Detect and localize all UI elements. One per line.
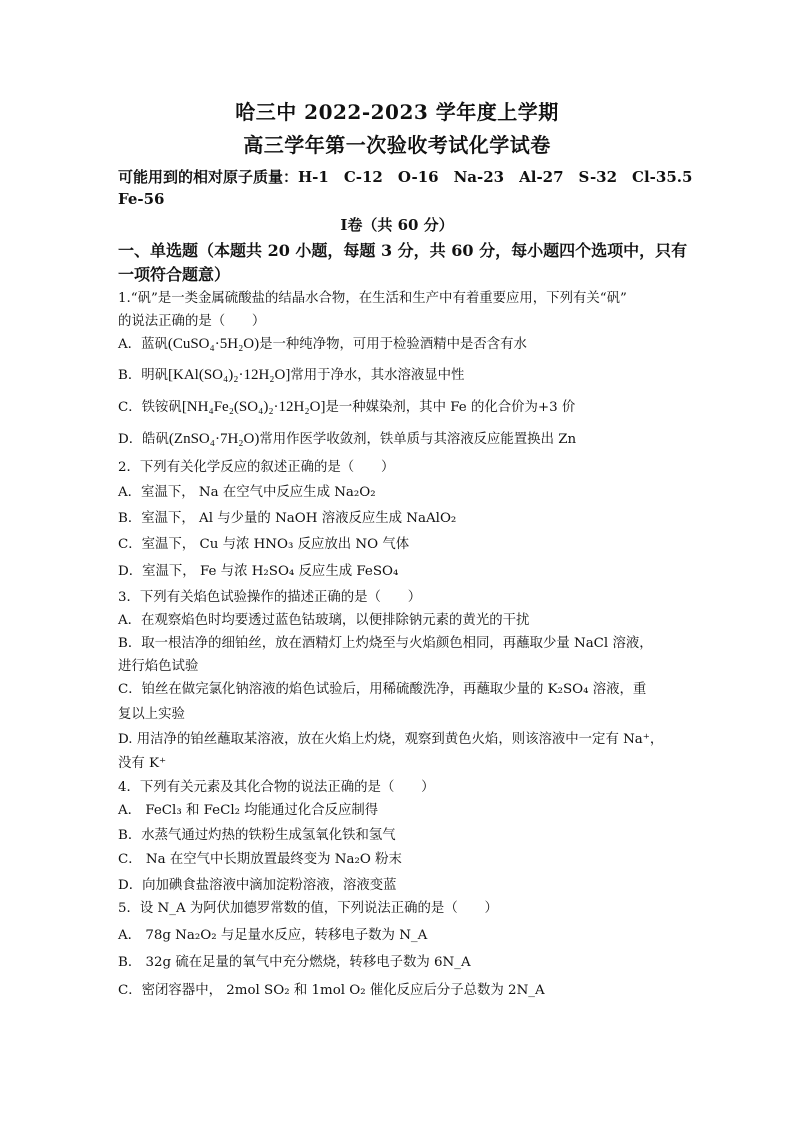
q3-option-c-line1: C．铂丝在做完氯化钠溶液的焰色试验后，用稀硫酸洗净，再蘸取少量的 K₂SO₄ 溶液，重 xyxy=(118,682,647,697)
option-text: 常用于净水，其水溶液显中性 xyxy=(290,368,465,383)
q3-option-a: A．在观察焰色时均要透过蓝色钴玻璃，以便排除钠元素的黄光的干扰 xyxy=(118,613,530,628)
q3-option-d-line1: D. 用洁净的铂丝蘸取某溶液，放在火焰上灼烧，观察到黄色火焰，则该溶液中一定有 Na⁺， xyxy=(118,732,664,747)
option-letter: A． xyxy=(118,337,142,352)
q5-option-a: A． 78g Na₂O₂ 与足量水反应，转移电子数为 N_A xyxy=(118,928,428,943)
option-text: 是一种纯净物，可用于检验酒精中是否含有水 xyxy=(259,337,527,352)
q3-option-d-line2: 没有 K⁺ xyxy=(118,756,167,771)
q2-option-c: C．室温下， Cu 与浓 HNO₃ 反应放出 NO 气体 xyxy=(118,537,410,552)
q3-stem: 3．下列有关焰色试验操作的描述正确的是（ ） xyxy=(118,590,422,605)
option-letter: C． xyxy=(118,400,142,415)
section-heading-line2: 一项符合题意） xyxy=(118,265,231,284)
chemical-formula: [KAl(SO₄)₂·12H₂O] xyxy=(168,367,291,383)
chemical-formula: (CuSO₄·5H₂O) xyxy=(167,336,260,352)
option-text: 常用作医学收敛剂，铁单质与其溶液反应能置换出 Zn xyxy=(259,432,577,447)
q1-stem-line2: 的说法正确的是（ ） xyxy=(118,314,266,329)
q2-option-d: D．室温下， Fe 与浓 H₂SO₄ 反应生成 FeSO₄ xyxy=(118,564,399,579)
option-text: 是一种媒染剂，其中 Fe 的化合价为+3 价 xyxy=(325,400,576,415)
atomic-mass-line2: Fe-56 xyxy=(118,190,165,208)
q4-option-b: B．水蒸气通过灼热的铁粉生成氢氧化铁和氢气 xyxy=(118,828,396,843)
q5-stem: 5．设 N_A 为阿伏加德罗常数的值，下列说法正确的是（ ） xyxy=(118,901,498,916)
q2-option-b: B．室温下， Al 与少量的 NaOH 溶液反应生成 NaAlO₂ xyxy=(118,511,457,526)
q4-option-c: C． Na 在空气中长期放置最终变为 Na₂O 粉末 xyxy=(118,852,402,867)
chemical-formula: [NH₄Fe₂(SO₄)₂·12H₂O] xyxy=(181,399,326,415)
q1-option-b xyxy=(118,364,464,384)
q1-stem-line1: 1.“矾”是一类金属硫酸盐的结晶水合物，在生活和生产中有着重要应用，下列有关“矾” xyxy=(118,291,627,306)
option-text: 明矾 xyxy=(141,368,169,383)
q3-option-b-line2: 进行焰色试验 xyxy=(118,659,199,674)
section-heading-line1: 一、单选题（本题共 20 小题，每题 3 分，共 60 分，每小题四个选项中，只有 xyxy=(118,241,688,260)
option-letter: D． xyxy=(118,432,143,447)
q5-option-c: C．密闭容器中， 2mol SO₂ 和 1mol O₂ 催化反应后分子总数为 2N_A xyxy=(118,983,545,998)
q2-stem: 2．下列有关化学反应的叙述正确的是（ ） xyxy=(118,460,395,475)
q4-option-d: D．向加碘食盐溶液中滴加淀粉溶液，溶液变蓝 xyxy=(118,878,397,893)
q3-option-c-line2: 复以上实验 xyxy=(118,707,185,722)
q3-option-b-line1: B．取一根洁净的细铂丝，放在酒精灯上灼烧至与火焰颜色相同，再蘸取少量 NaCl 溶液， xyxy=(118,636,653,651)
q5-option-b: B． 32g 硫在足量的氧气中充分燃烧，转移电子数为 6N_A xyxy=(118,955,471,970)
option-letter: B． xyxy=(118,368,142,383)
option-text: 皓矾 xyxy=(142,432,169,447)
atomic-mass-line1: 可能用到的相对原子质量：H-1 C-12 O-16 Na-23 Al-27 S-32 Cl-35.5 xyxy=(118,168,693,186)
option-text: 蓝矾 xyxy=(141,337,168,352)
q1-option-c xyxy=(118,396,575,416)
option-text: 铁铵矾 xyxy=(141,400,182,415)
q2-option-a: A．室温下， Na 在空气中反应生成 Na₂O₂ xyxy=(118,485,376,500)
q1-option-a xyxy=(118,333,527,353)
chemical-formula: (ZnSO₄·7H₂O) xyxy=(168,431,260,447)
q4-stem: 4．下列有关元素及其化合物的说法正确的是（ ） xyxy=(118,780,435,795)
exam-title-line2: 高三学年第一次验收考试化学试卷 xyxy=(243,133,551,157)
q1-option-d xyxy=(118,428,576,448)
q4-option-a: A． FeCl₃ 和 FeCl₂ 均能通过化合反应制得 xyxy=(118,803,379,818)
volume-title: Ⅰ卷（共 60 分） xyxy=(340,216,454,234)
exam-title-line1: 哈三中 2022-2023 学年度上学期 xyxy=(235,100,559,124)
